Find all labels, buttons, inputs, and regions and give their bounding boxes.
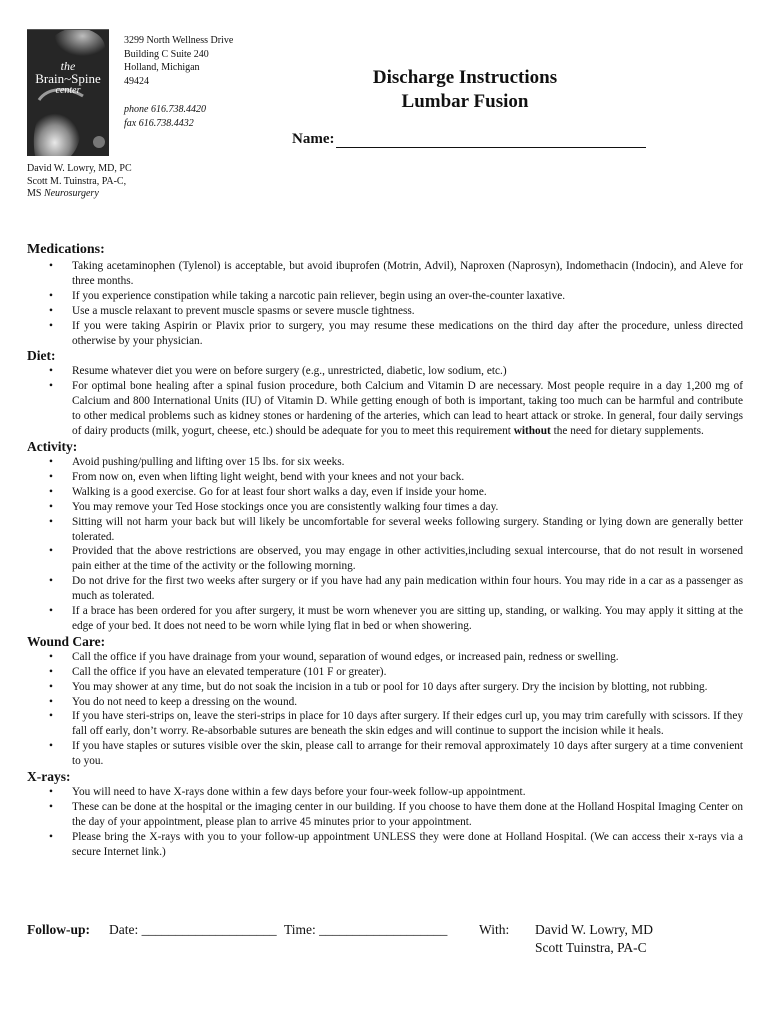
name-field-line[interactable]: [336, 132, 646, 148]
brain-spine-logo: [27, 29, 109, 156]
staff-list: [27, 163, 132, 201]
list-item: • If you have steri-strips on, leave the steri-strips in place for 10 days after surgery. If their edges curl up, you may trim carefully with scissors. If they fall off early, don’t worry. Re-absorbable sutures are beneath the skin edges and will continue to support the incision while it heals.: [27, 709, 743, 739]
list-item: • If you were taking Aspirin or Plavix prior to surgery, you may resume these medications on the third day after the procedure, unless directed otherwise by your physician.: [27, 319, 743, 349]
list-item: • Call the office if you have an elevated temperature (101 F or greater).: [27, 665, 743, 680]
list-item: • Walking is a good exercise. Go for at least four short walks a day, even if inside your home.: [27, 485, 743, 500]
list-item: • These can be done at the hospital or the imaging center in our building. If you choose to have them done at the Holland Hospital Imaging Center on the day of your appointment, please plan to arrive 45 minutes prior to your appointment.: [27, 800, 743, 830]
medications-list: [27, 259, 743, 348]
address-line: Holland, Michigan: [124, 62, 200, 73]
list-item: • For optimal bone healing after a spinal fusion procedure, both Calcium and Vitamin D are necessary. Most people require in a day 1,200 mg of Calcium and 800 International Units (IU) of Vitamin D. While getting enough of both is important, taking too much can be harmful and contribute to other medical problems such as kidney stones or hardening of the arteries, which can lead to heart attack or stroke. In general, four daily servings of dairy products (milk, yogurt, cheese, etc.) should be adequate for you to meet this requirement without the need for dietary supplements.: [27, 379, 743, 439]
list-item: • If you have staples or sutures visible over the skin, please call to arrange for their removal approximately 10 days after surgery at a time convenient to you.: [27, 739, 743, 769]
list-item: • Do not drive for the first two weeks after surgery or if you have had any pain medication within four hours. You may ride in a car as a passenger as much as tolerated.: [27, 574, 743, 604]
fax-number: fax 616.738.4432: [124, 117, 194, 129]
address-line: Building C Suite 240: [124, 48, 209, 60]
list-item: • Use a muscle relaxant to prevent muscle spasms or severe muscle tightness.: [27, 304, 743, 319]
wound-care-list: [27, 650, 743, 769]
follow-up-label: Follow-up:: [27, 922, 91, 937]
document-title: [330, 66, 600, 114]
address-line: 49424: [124, 75, 149, 87]
wound-care-heading: Wound Care:: [27, 633, 106, 649]
name-label: Name:: [292, 131, 335, 147]
list-item: • You may remove your Ted Hose stockings once you are consistently walking four times a day.: [27, 500, 743, 515]
activity-list: [27, 455, 743, 634]
diet-heading: Diet:: [27, 348, 56, 364]
list-item: • Provided that the above restrictions are observed, you may engage in other activities,including sexual intercourse, that do not result in worsened pain either at the time of the activity or the following morning.: [27, 544, 743, 574]
list-item: • If you experience constipation while taking a narcotic pain reliever, begin using an over-the-counter laxative.: [27, 289, 743, 304]
address-line: 3299 North Wellness Drive: [124, 35, 234, 46]
list-item: • From now on, even when lifting light weight, bend with your knees and not your back.: [27, 470, 743, 485]
list-item: • Please bring the X-rays with you to your follow-up appointment UNLESS they were done at Holland Hospital. (We can access their x-rays via a secure Internet link.): [27, 830, 743, 860]
list-item: • If a brace has been ordered for you after surgery, it must be worn whenever you are sitting up, standing, or walking. You may apply it sitting at the edge of your bed. It does not need to be worn while lying flat in bed or when showering.: [27, 604, 743, 634]
xrays-list: [27, 785, 743, 860]
patient-name-row: [292, 131, 646, 148]
xrays-heading: X-rays:: [27, 769, 71, 785]
title-line-1: Discharge Instructions: [372, 67, 558, 88]
list-item: • You may shower at any time, but do not soak the incision in a tub or pool for 10 days after surgery. Dry the incision by blotting, not rubbing.: [27, 680, 743, 695]
follow-up-doctor: David W. Lowry, MD: [535, 922, 653, 937]
list-item: • You will need to have X-rays done within a few days before your four-week follow-up appointment.: [27, 785, 743, 800]
staff-pa: Scott M. Tuinstra, PA-C,: [27, 175, 127, 187]
logo-text-the: the: [60, 59, 76, 73]
diet-list: [27, 364, 743, 439]
list-item: • Taking acetaminophen (Tylenol) is acceptable, but avoid ibuprofen (Motrin, Advil), Naproxen (Naprosyn), Indomethacin (Indocin), and Aleve for three months.: [27, 259, 743, 289]
phone-number: phone 616.738.4420: [124, 104, 206, 115]
activity-heading: Activity:: [27, 438, 78, 454]
list-item: • You do not need to keep a dressing on the wound.: [27, 695, 743, 710]
follow-up-date-field[interactable]: Date: ____________________: [109, 922, 277, 937]
follow-up-time-field[interactable]: Time: ___________________: [284, 922, 448, 937]
staff-doctor: David W. Lowry, MD, PC: [27, 163, 132, 174]
follow-up-pa: Scott Tuinstra, PA-C: [535, 940, 647, 955]
list-item: • Resume whatever diet you were on before surgery (e.g., unrestricted, diabetic, low sodium, etc.): [27, 364, 743, 379]
logo-text-center: center: [55, 85, 81, 96]
clinic-address: [124, 34, 233, 130]
logo-text-brain-spine: Brain~Spine: [35, 71, 101, 86]
list-item: • Avoid pushing/pulling and lifting over 15 lbs. for six weeks.: [27, 455, 743, 470]
instructions-body: [27, 241, 743, 860]
staff-specialty: MS Neurosurgery: [27, 188, 99, 199]
list-item: • Sitting will not harm your back but will likely be uncomfortable for several weeks following surgery. Standing or lying down are generally better tolerated.: [27, 515, 743, 545]
title-line-2: Lumbar Fusion: [401, 91, 529, 112]
list-item: • Call the office if you have drainage from your wound, separation of wound edges, or increased pain, redness or swelling.: [27, 650, 743, 665]
follow-up-with-label: With:: [479, 922, 510, 937]
medications-heading: Medications:: [27, 242, 105, 257]
